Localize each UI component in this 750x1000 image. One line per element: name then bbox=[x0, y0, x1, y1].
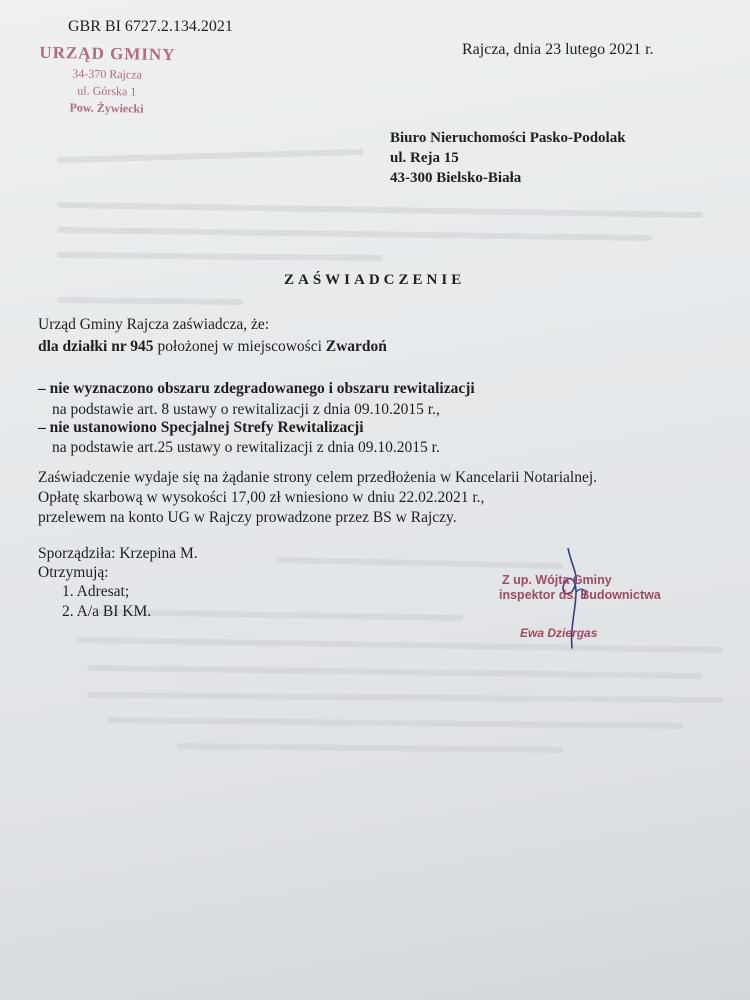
point-2-basis: na podstawie art.25 ustawy o rewitalizacji z dnia 09.10.2015 r. bbox=[52, 439, 440, 456]
receiver-item: 1. Adresat; bbox=[62, 583, 130, 600]
office-stamp bbox=[31, 43, 182, 118]
signature-stamp bbox=[490, 548, 670, 668]
place-and-date: Rajcza, dnia 23 lutego 2021 r. bbox=[462, 41, 654, 58]
stamp-office: URZĄD GMINY bbox=[39, 42, 176, 65]
prepared-by: Sporządziła: Krzepina M. bbox=[38, 545, 198, 562]
document-title: ZAŚWIADCZENIE bbox=[284, 272, 466, 288]
signature-name: Ewa Dziergas bbox=[520, 626, 598, 640]
parcel-middle: położonej w miejscowości bbox=[153, 338, 326, 355]
handwritten-signature bbox=[490, 548, 670, 668]
purpose-line-2: Opłatę skarbową w wysokości 17,00 zł wniesiono w dniu 22.02.2021 r., bbox=[38, 489, 485, 506]
point-1-headline: – nie wyznaczono obszaru zdegradowanego i obszaru rewitalizacji bbox=[38, 380, 475, 397]
point-2-headline: – nie ustanowiono Specjalnej Strefy Rewitalizacji bbox=[38, 419, 364, 436]
parcel-prefix: dla działki nr 945 bbox=[38, 338, 154, 355]
receiver-item: 2. A/a BI KM. bbox=[62, 603, 152, 620]
purpose-line-1: Zaświadczenie wydaje się na żądanie strony celem przedłożenia w Kancelarii Notarialnej. bbox=[38, 469, 598, 486]
signature-line-1: Z up. Wójta Gminy bbox=[502, 573, 612, 587]
stamp-street: ul. Górska 1 bbox=[77, 83, 137, 99]
point-1-basis: na podstawie art. 8 ustawy o rewitalizacji z dnia 09.10.2015 r., bbox=[52, 401, 440, 418]
recipient-line-1: Biuro Nieruchomości Pasko-Podolak bbox=[390, 130, 626, 146]
stamp-postcode-city: 34-370 Rajcza bbox=[72, 66, 143, 82]
recipient-line-3: 43-300 Bielsko-Biała bbox=[390, 170, 522, 186]
stamp-county: Pow. Żywiecki bbox=[69, 100, 144, 116]
parcel-line bbox=[38, 339, 387, 355]
signature-line-2: inspektor ds. Budownictwa bbox=[499, 588, 661, 602]
receivers-label: Otrzymują: bbox=[38, 564, 109, 581]
purpose-line-3: przelewem na konto UG w Rajczy prowadzone przez BS w Rajczy. bbox=[38, 509, 457, 526]
recipient-line-2: ul. Reja 15 bbox=[390, 150, 459, 166]
reference-number: GBR BI 6727.2.134.2021 bbox=[68, 18, 233, 35]
parcel-place: Zwardoń bbox=[325, 338, 387, 355]
intro-text: Urząd Gminy Rajcza zaświadcza, że: bbox=[38, 316, 270, 333]
